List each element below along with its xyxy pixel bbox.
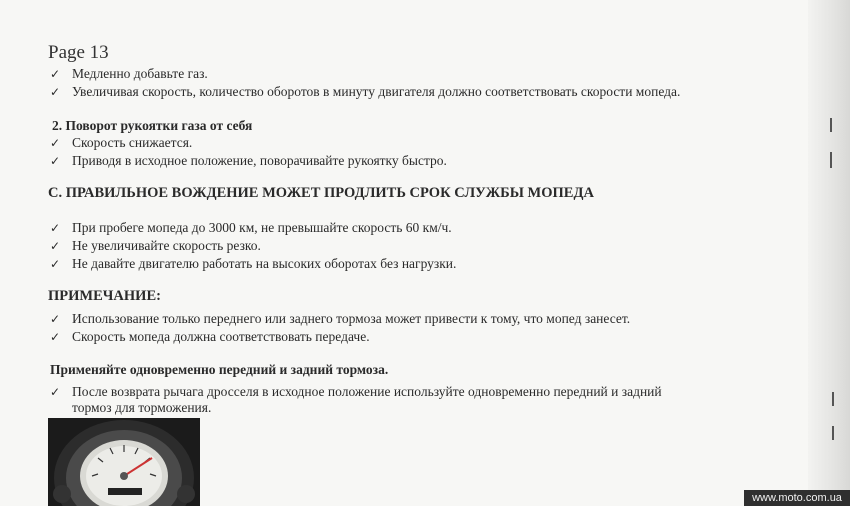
edge-mark — [830, 152, 832, 168]
check-icon: ✓ — [50, 85, 61, 99]
check-icon: ✓ — [50, 154, 61, 168]
list-item — [50, 238, 261, 254]
list-item — [50, 256, 456, 272]
list-item-text: Скорость снижается. — [72, 135, 193, 150]
list-item-continuation: тормоз для торможения. — [72, 400, 212, 415]
check-icon: ✓ — [50, 312, 61, 326]
edge-mark — [832, 426, 834, 440]
list-item-text: После возврата рычага дросселя в исходное положение используйте одновременно передний и задний — [72, 384, 662, 399]
edge-mark — [832, 392, 834, 406]
list-item-text: Не давайте двигателю работать на высоких оборотах без нагрузки. — [72, 256, 457, 271]
list-item — [50, 384, 662, 400]
check-icon: ✓ — [50, 136, 61, 150]
list-item-text: Использование только переднего или заднего тормоза может привести к тому, что мопед занесет. — [72, 311, 631, 326]
check-icon: ✓ — [50, 221, 61, 235]
page-title: Page 13 — [48, 42, 109, 63]
check-icon: ✓ — [50, 239, 61, 253]
check-icon: ✓ — [50, 330, 61, 344]
list-item — [50, 66, 208, 82]
list-item — [50, 135, 192, 151]
page-edge-shadow — [808, 0, 850, 506]
check-icon: ✓ — [50, 67, 61, 81]
list-item-text: Приводя в исходное положение, поворачивайте рукоятку быстро. — [72, 153, 447, 168]
edge-mark — [830, 118, 832, 132]
list-item — [50, 84, 680, 100]
list-item — [50, 329, 370, 345]
check-icon: ✓ — [50, 385, 61, 399]
list-item-text: Медленно добавьте газ. — [72, 66, 208, 81]
list-item-text: Увеличивая скорость, количество оборотов в минуту двигателя должно соответствовать скорости мопеда. — [72, 84, 681, 99]
list-item — [50, 220, 452, 236]
list-item-text: При пробеге мопеда до 3000 км, не превышайте скорость 60 км/ч. — [72, 220, 452, 235]
list-item — [50, 153, 447, 169]
check-icon: ✓ — [50, 257, 61, 271]
list-item-text: Не увеличивайте скорость резко. — [72, 238, 261, 253]
section-heading: 2. Поворот рукоятки газа от себя — [52, 118, 253, 133]
speedometer-photo — [48, 418, 200, 506]
note-heading: ПРИМЕЧАНИЕ: — [48, 288, 161, 304]
section-heading: Применяйте одновременно передний и задний тормоза. — [50, 362, 389, 377]
list-item-text: Скорость мопеда должна соответствовать передаче. — [72, 329, 370, 344]
section-heading: С. ПРАВИЛЬНОЕ ВОЖДЕНИЕ МОЖЕТ ПРОДЛИТЬ СРОК СЛУЖБЫ МОПЕДА — [48, 185, 594, 201]
list-item — [50, 311, 630, 327]
watermark: www.moto.com.ua — [744, 490, 850, 506]
